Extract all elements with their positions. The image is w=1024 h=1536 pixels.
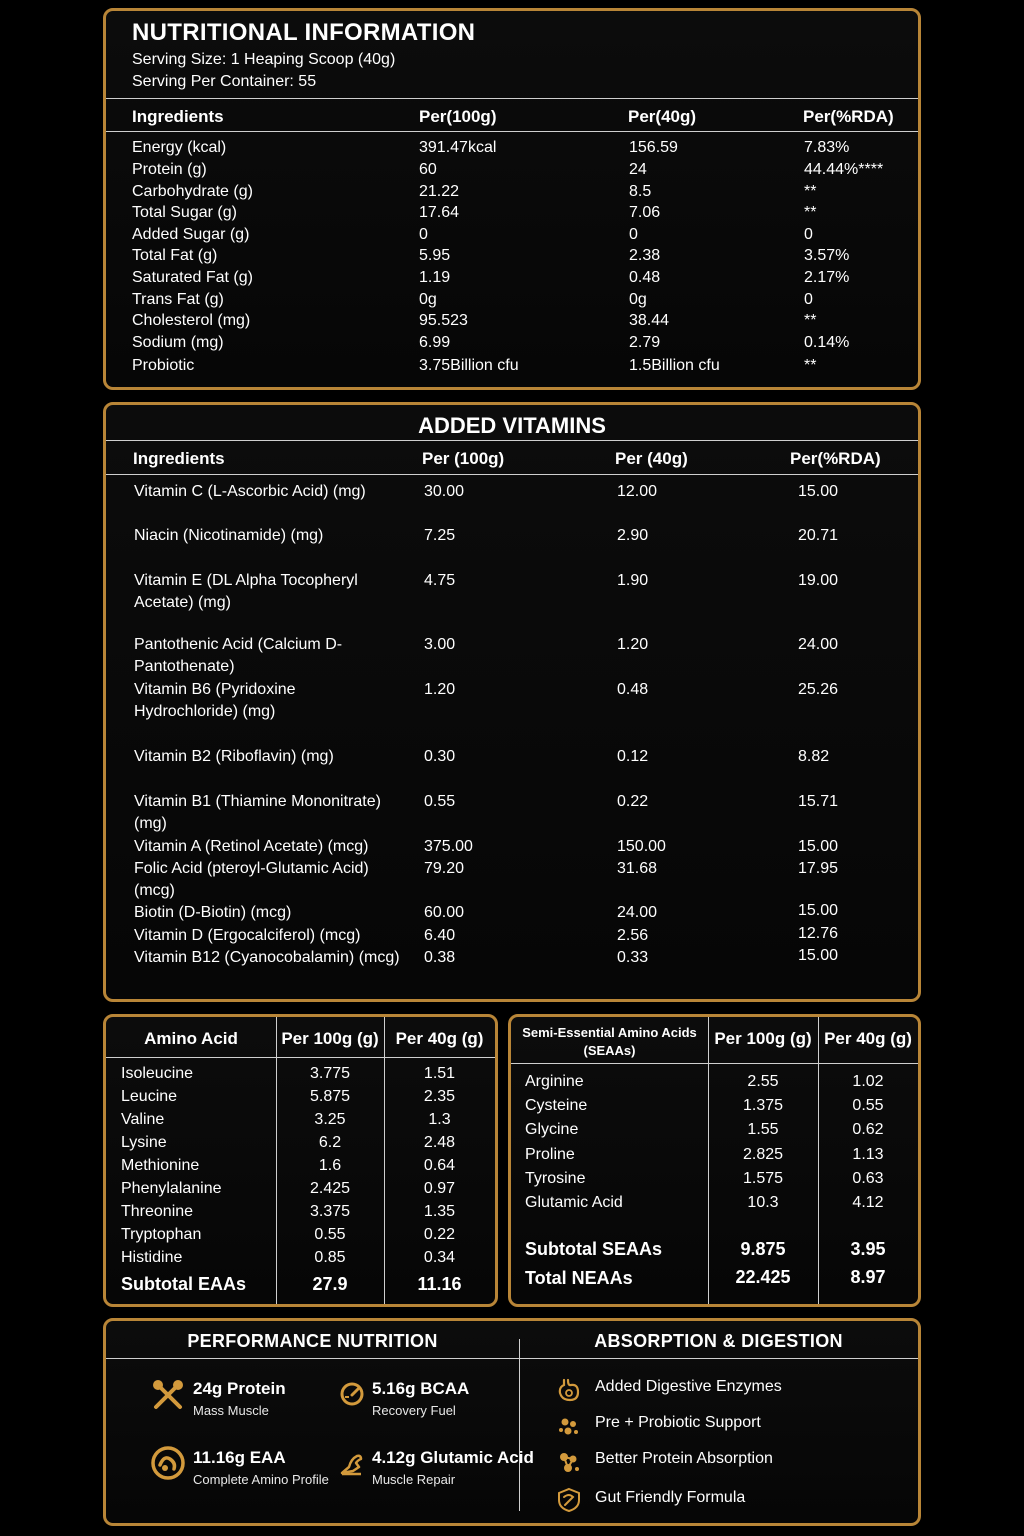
value-per-100g: 95.523	[419, 312, 468, 329]
vitamin-name: Vitamin E (DL Alpha Tocopheryl Acetate) (mg)	[134, 572, 358, 611]
amino-acid-name: Cysteine	[525, 1097, 588, 1115]
col-header-per40g: Per 40g (g)	[824, 1029, 912, 1048]
flexed-arm-icon	[339, 1451, 365, 1477]
divider	[106, 98, 918, 99]
value-rda: 15.00	[798, 483, 839, 500]
value-rda: **	[804, 204, 817, 221]
value-per-40g: 31.68	[617, 860, 658, 877]
value-rda: 7.83%	[804, 139, 850, 156]
table-row	[511, 1146, 918, 1170]
value-rda: 15.00	[798, 838, 839, 855]
total-neaa-100g: 22.425	[735, 1267, 791, 1287]
vitamin-name: Vitamin D (Ergocalciferol) (mcg)	[134, 927, 361, 944]
value-per-40g: 38.44	[629, 312, 670, 329]
eaa-panel	[103, 1014, 498, 1307]
value-per-40g: 150.00	[617, 838, 666, 855]
value-rda: 24.00	[798, 636, 839, 653]
divider	[106, 131, 918, 132]
value-per-40g: 2.90	[617, 527, 649, 544]
value-per-100g: 1.55	[747, 1121, 779, 1139]
ingredient-name: Cholesterol (mg)	[132, 312, 251, 329]
serving-size: Serving Size: 1 Heaping Scoop (40g)	[132, 51, 396, 68]
col-header-seaa: Semi-Essential Amino Acids	[522, 1025, 697, 1040]
table-row	[106, 269, 918, 291]
value-per-100g: 1.6	[318, 1157, 342, 1174]
value-per-40g: 0.97	[423, 1180, 456, 1197]
table-row	[106, 247, 918, 269]
amino-acid-name: Threonine	[121, 1203, 194, 1220]
value-per-40g: 8.5	[629, 183, 652, 200]
value-rda: 15.00	[798, 947, 839, 964]
value-per-100g: 7.25	[424, 527, 456, 544]
ingredient-name: Sodium (mg)	[132, 334, 224, 351]
vitamin-name: Vitamin B6 (Pyridoxine Hydrochloride) (mg)	[134, 681, 296, 720]
value-per-100g: 4.75	[424, 572, 456, 589]
table-row	[511, 1097, 918, 1121]
value-per-40g: 156.59	[629, 139, 678, 156]
value-rda: 0	[804, 226, 813, 243]
vitamin-name: Pantothenic Acid (Calcium D-Pantothenate)	[134, 636, 343, 675]
perf-eaa-sub: Complete Amino Profile	[193, 1472, 329, 1487]
value-per-100g: 0.55	[314, 1226, 346, 1243]
value-per-40g: 0.33	[617, 949, 649, 966]
value-rda: **	[804, 357, 817, 374]
ingredient-name: Total Fat (g)	[132, 247, 218, 264]
value-per-40g: 0.64	[423, 1157, 456, 1174]
value-per-100g: 375.00	[424, 838, 473, 855]
perf-bcaa-sub: Recovery Fuel	[372, 1403, 456, 1418]
divider	[106, 1057, 495, 1058]
subtotal-seaa-100g: 9.875	[740, 1239, 786, 1259]
value-per-40g: 0g	[629, 291, 647, 308]
total-neaa-label: Total NEAAs	[525, 1268, 633, 1288]
value-rda: 15.00	[798, 902, 839, 919]
value-rda: 3.57%	[804, 247, 850, 264]
gut-shield-icon	[556, 1487, 582, 1513]
vitamin-name: Folic Acid (pteroyl-Glutamic Acid) (mcg)	[134, 860, 369, 899]
amino-acid-name: Proline	[525, 1145, 575, 1163]
vitamin-name: Vitamin B1 (Thiamine Mononitrate) (mg)	[134, 793, 381, 832]
table-row	[106, 334, 918, 356]
value-per-100g: 1.575	[742, 1169, 784, 1187]
bacteria-icon	[556, 1413, 582, 1439]
col-header-per40g: Per(40g)	[628, 107, 697, 126]
muscle-tools-icon	[150, 1377, 186, 1413]
amino-acid-name: Tyrosine	[525, 1169, 586, 1187]
value-rda: 25.26	[798, 681, 839, 698]
value-per-100g: 5.95	[419, 247, 451, 264]
value-per-40g: 2.48	[423, 1134, 456, 1151]
vitamins-panel	[103, 402, 921, 1002]
subtotal-seaa-40g: 3.95	[850, 1239, 886, 1259]
table-row	[106, 1180, 495, 1203]
col-header-rda: Per(%RDA)	[790, 449, 881, 468]
performance-title: PERFORMANCE NUTRITION	[187, 1331, 438, 1351]
value-per-100g: 0	[419, 226, 428, 243]
value-per-100g: 0.38	[424, 949, 456, 966]
value-per-100g: 0g	[419, 291, 437, 308]
servings-per-container: Serving Per Container: 55	[132, 73, 317, 90]
ingredient-name: Carbohydrate (g)	[132, 183, 253, 200]
table-row	[106, 161, 918, 183]
ingredient-name: Protein (g)	[132, 161, 207, 178]
value-per-100g: 30.00	[424, 483, 465, 500]
value-rda: 44.44%****	[804, 161, 884, 178]
value-per-100g: 1.375	[742, 1097, 784, 1115]
ingredient-name: Trans Fat (g)	[132, 291, 224, 308]
value-per-100g: 79.20	[424, 860, 465, 877]
subtotal-eaa-40g: 11.16	[417, 1274, 462, 1294]
value-per-40g: 24.00	[617, 904, 658, 921]
divider	[511, 1063, 918, 1064]
table-row	[511, 1073, 918, 1097]
col-header-ingredients: Ingredients	[132, 107, 224, 126]
value-per-40g: 12.00	[617, 483, 658, 500]
value-per-40g: 2.79	[629, 334, 661, 351]
table-row	[106, 1111, 495, 1134]
col-header-seaa-sub: (SEAAs)	[583, 1043, 636, 1058]
value-per-100g: 1.20	[424, 681, 456, 698]
value-per-40g: 1.35	[423, 1203, 456, 1220]
table-row	[106, 312, 918, 334]
table-row	[106, 183, 918, 205]
col-header-per100g: Per(100g)	[419, 107, 497, 126]
value-rda: 8.82	[798, 748, 830, 765]
table-row	[511, 1121, 918, 1145]
value-per-100g: 3.375	[309, 1203, 351, 1220]
table-row	[106, 291, 918, 313]
value-per-40g: 0.12	[617, 748, 649, 765]
col-header-amino-acid: Amino Acid	[144, 1029, 238, 1048]
subtotal-seaa-label: Subtotal SEAAs	[525, 1239, 663, 1259]
value-per-40g: 0.55	[852, 1097, 884, 1115]
value-per-100g: 0.85	[314, 1249, 346, 1266]
value-per-40g: 4.12	[852, 1194, 884, 1211]
amino-acid-name: Phenylalanine	[121, 1180, 222, 1197]
nutrition-panel	[103, 8, 921, 390]
value-per-100g: 1.19	[419, 269, 451, 286]
subtotal-eaa-100g: 27.9	[312, 1274, 348, 1294]
value-per-100g: 21.22	[419, 183, 460, 200]
ingredient-name: Energy (kcal)	[132, 139, 227, 156]
value-per-40g: 1.90	[617, 572, 649, 589]
perf-protein-main: 24g Protein	[193, 1379, 286, 1398]
amino-circle-icon	[150, 1445, 186, 1481]
value-rda: 12.76	[798, 925, 839, 942]
molecule-icon	[556, 1449, 582, 1475]
value-per-40g: 1.13	[852, 1145, 884, 1163]
value-per-100g: 5.875	[309, 1088, 351, 1105]
col-header-ingredients: Ingredients	[133, 449, 225, 468]
ingredient-name: Probiotic	[132, 357, 195, 374]
perf-glutamic-sub: Muscle Repair	[372, 1472, 456, 1487]
vitamin-name: Vitamin B12 (Cyanocobalamin) (mcg)	[134, 949, 400, 966]
amino-acid-name: Histidine	[121, 1249, 183, 1266]
absorption-protein: Better Protein Absorption	[595, 1450, 773, 1467]
absorption-title: ABSORPTION & DIGESTION	[594, 1331, 843, 1351]
table-row	[106, 357, 918, 379]
value-rda: **	[804, 312, 817, 329]
vitamin-name: Vitamin B2 (Riboflavin) (mg)	[134, 748, 334, 765]
table-row	[106, 226, 918, 248]
col-header-per100g: Per (100g)	[422, 449, 505, 468]
vitamin-name: Biotin (D-Biotin) (mcg)	[134, 904, 292, 921]
speed-gauge-icon	[339, 1381, 365, 1407]
table-row	[106, 1134, 495, 1157]
value-rda: 17.95	[798, 860, 839, 877]
value-per-40g: 0.34	[423, 1249, 456, 1266]
value-per-100g: 3.775	[309, 1065, 351, 1082]
vitamin-name: Vitamin C (L-Ascorbic Acid) (mg)	[134, 483, 366, 500]
value-rda: 0	[804, 291, 813, 308]
ingredient-name: Added Sugar (g)	[132, 226, 250, 243]
value-per-100g: 60	[419, 161, 437, 178]
column-divider	[519, 1339, 520, 1511]
amino-acid-name: Leucine	[121, 1088, 178, 1105]
value-per-100g: 2.425	[309, 1180, 351, 1197]
value-per-40g: 1.02	[852, 1073, 884, 1090]
amino-acid-name: Isoleucine	[121, 1065, 194, 1082]
absorption-enzymes: Added Digestive Enzymes	[595, 1378, 782, 1395]
value-per-100g: 391.47kcal	[419, 139, 497, 156]
value-per-40g: 24	[629, 161, 647, 178]
value-per-40g: 0.48	[617, 681, 649, 698]
perf-bcaa-main: 5.16g BCAA	[372, 1379, 470, 1398]
value-per-100g: 3.00	[424, 636, 456, 653]
value-per-40g: 0.22	[423, 1226, 456, 1243]
col-header-per40g: Per (40g)	[615, 449, 688, 468]
value-per-100g: 0.30	[424, 748, 456, 765]
divider	[106, 1358, 918, 1359]
value-per-40g: 0	[629, 226, 638, 243]
value-rda: 19.00	[798, 572, 839, 589]
amino-acid-name: Methionine	[121, 1157, 200, 1174]
amino-acid-name: Glutamic Acid	[525, 1194, 623, 1211]
amino-acid-name: Arginine	[525, 1073, 584, 1090]
amino-acid-name: Valine	[121, 1111, 165, 1128]
col-header-per100g: Per 100g (g)	[281, 1029, 379, 1048]
value-rda: 0.14%	[804, 334, 850, 351]
table-row	[106, 1226, 495, 1249]
value-per-40g: 1.3	[428, 1111, 451, 1128]
table-row	[106, 1065, 495, 1088]
value-per-100g: 2.825	[742, 1145, 784, 1163]
value-per-40g: 2.35	[423, 1088, 456, 1105]
divider	[106, 440, 918, 441]
perf-glutamic-main: 4.12g Glutamic Acid	[372, 1448, 534, 1467]
table-row	[106, 1157, 495, 1180]
value-rda: **	[804, 183, 817, 200]
value-per-100g: 6.99	[419, 334, 451, 351]
value-per-40g: 2.56	[617, 927, 649, 944]
value-per-40g: 7.06	[629, 204, 661, 221]
table-row	[106, 1203, 495, 1226]
value-per-100g: 17.64	[419, 204, 460, 221]
col-header-rda: Per(%RDA)	[803, 107, 894, 126]
value-per-40g: 0.48	[629, 269, 661, 286]
value-per-100g: 6.40	[424, 927, 456, 944]
value-per-100g: 0.55	[424, 793, 456, 810]
vitamins-title: ADDED VITAMINS	[418, 413, 606, 438]
value-per-40g: 1.5Billion cfu	[629, 357, 720, 374]
vitamin-name: Vitamin A (Retinol Acetate) (mcg)	[134, 838, 369, 855]
value-per-40g: 1.20	[617, 636, 649, 653]
value-per-40g: 0.63	[852, 1169, 884, 1187]
value-per-40g: 0.62	[852, 1121, 884, 1139]
nutrition-title: NUTRITIONAL INFORMATION	[132, 19, 476, 46]
value-per-40g: 2.38	[629, 247, 661, 264]
amino-acid-name: Lysine	[121, 1134, 167, 1151]
value-per-100g: 3.25	[314, 1111, 346, 1128]
benefits-panel	[103, 1318, 921, 1526]
value-per-100g: 60.00	[424, 904, 465, 921]
table-row	[511, 1194, 918, 1218]
table-row	[106, 1088, 495, 1111]
col-header-per100g: Per 100g (g)	[714, 1029, 812, 1048]
table-row	[511, 1170, 918, 1194]
seaa-panel	[508, 1014, 921, 1307]
ingredient-name: Saturated Fat (g)	[132, 269, 253, 286]
value-per-100g: 2.55	[747, 1073, 779, 1090]
value-rda: 15.71	[798, 793, 839, 810]
value-per-40g: 0.22	[617, 793, 649, 810]
subtotal-eaa-label: Subtotal EAAs	[121, 1274, 247, 1294]
ingredient-name: Total Sugar (g)	[132, 204, 237, 221]
amino-acid-name: Tryptophan	[121, 1226, 202, 1243]
vitamin-name: Niacin (Nicotinamide) (mg)	[134, 527, 324, 544]
perf-eaa-main: 11.16g EAA	[193, 1448, 286, 1467]
col-header-per40g: Per 40g (g)	[395, 1029, 484, 1048]
value-per-100g: 6.2	[318, 1134, 342, 1151]
absorption-probiotic: Pre + Probiotic Support	[595, 1414, 761, 1431]
value-per-100g: 10.3	[747, 1194, 779, 1211]
absorption-gut: Gut Friendly Formula	[595, 1489, 746, 1506]
amino-acid-name: Glycine	[525, 1121, 579, 1139]
perf-protein-sub: Mass Muscle	[193, 1403, 269, 1418]
total-neaa-40g: 8.97	[850, 1267, 886, 1287]
value-per-40g: 1.51	[423, 1065, 456, 1082]
table-row	[106, 204, 918, 226]
stomach-icon	[556, 1377, 582, 1403]
table-row	[106, 1249, 495, 1272]
value-rda: 2.17%	[804, 269, 850, 286]
table-row	[106, 139, 918, 161]
divider	[106, 474, 918, 475]
value-per-100g: 3.75Billion cfu	[419, 357, 519, 374]
value-rda: 20.71	[798, 527, 839, 544]
